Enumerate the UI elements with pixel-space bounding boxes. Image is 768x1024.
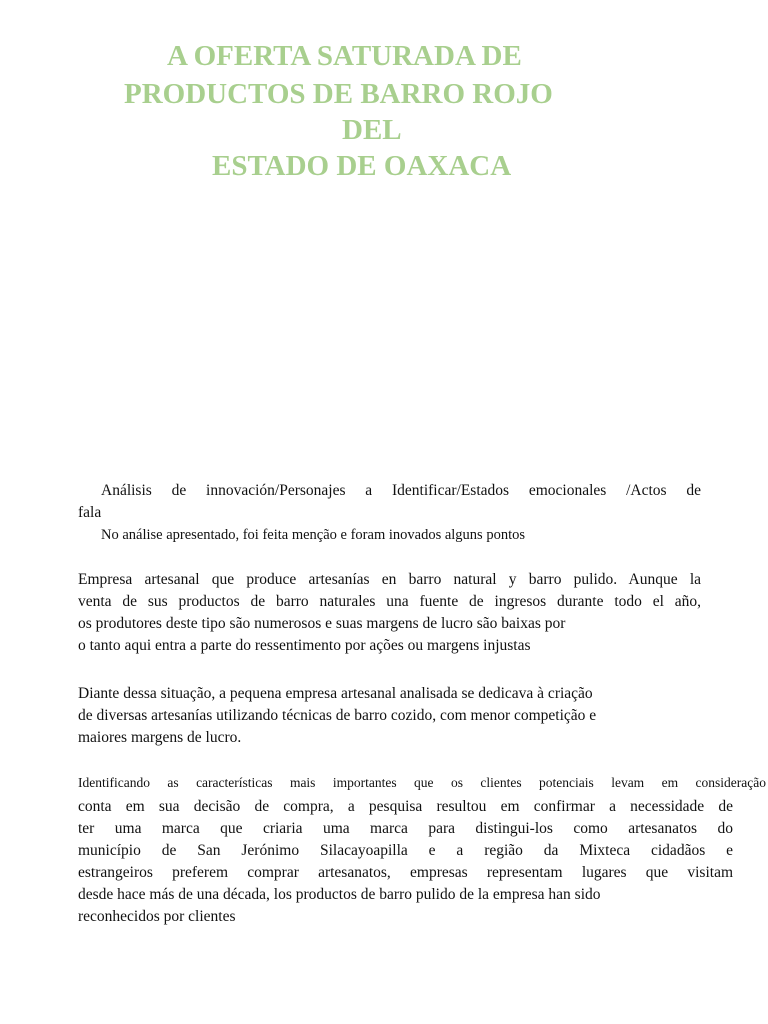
intro-line-2: fala [78,504,102,521]
intro-line-3: No análise apresentado, foi feita menção e foram inovados alguns pontos [101,527,525,543]
paragraph-3 [78,796,733,928]
paragraph-3-line: Identificando as características mais importantes que os clientes potenciais levam em consideração [78,775,766,790]
paragraph-2-line: maiores margens de lucro. [78,729,242,746]
title-line-2: PRODUCTOS DE BARRO ROJO [124,78,553,110]
intro-section [78,480,701,546]
paragraph-3-line: município de San Jerónimo Silacayoapilla e a região da Mixteca cidadãos e [78,842,733,859]
paragraph-2-line: de diversas artesanías utilizando técnicas de barro cozido, com menor competição e [78,707,597,724]
paragraph-1-line: os produtores deste tipo são numerosos e suas margens de lucro são baixas por [78,615,566,632]
paragraph-3-line: desde hace más de una década, los productos de barro pulido de la empresa han sido [78,886,601,903]
paragraph-3-line: conta em sua decisão de compra, a pesquisa resultou em confirmar a necessidade de [78,798,733,815]
intro-line-1: Análisis de innovación/Personajes a Identificar/Estados emocionales /Actos de [101,482,701,499]
paragraph-3-line: reconhecidos por clientes [78,908,236,925]
paragraph-1 [78,569,701,657]
paragraph-2-line: Diante dessa situação, a pequena empresa artesanal analisada se dedicava à criação [78,685,593,702]
paragraph-1-line: venta de sus productos de barro naturales una fuente de ingresos durante todo el año, [78,593,701,610]
paragraph-3-lead [78,772,766,794]
paragraph-3-line: estrangeiros preferem comprar artesanatos, empresas representam lugares que visitam [78,864,733,881]
paragraph-1-line: o tanto aqui entra a parte do ressentimento por ações ou margens injustas [78,637,531,654]
paragraph-1-line: Empresa artesanal que produce artesanías en barro natural y barro pulido. Aunque la [78,571,701,588]
title-line-3: DEL [342,114,402,146]
paragraph-2 [78,683,701,749]
paragraph-3-line: ter uma marca que criaria uma marca para distingui-los como artesanatos do [78,820,733,837]
title-line-4: ESTADO DE OAXACA [212,150,512,182]
title-line-1: A OFERTA SATURADA DE [167,40,522,72]
